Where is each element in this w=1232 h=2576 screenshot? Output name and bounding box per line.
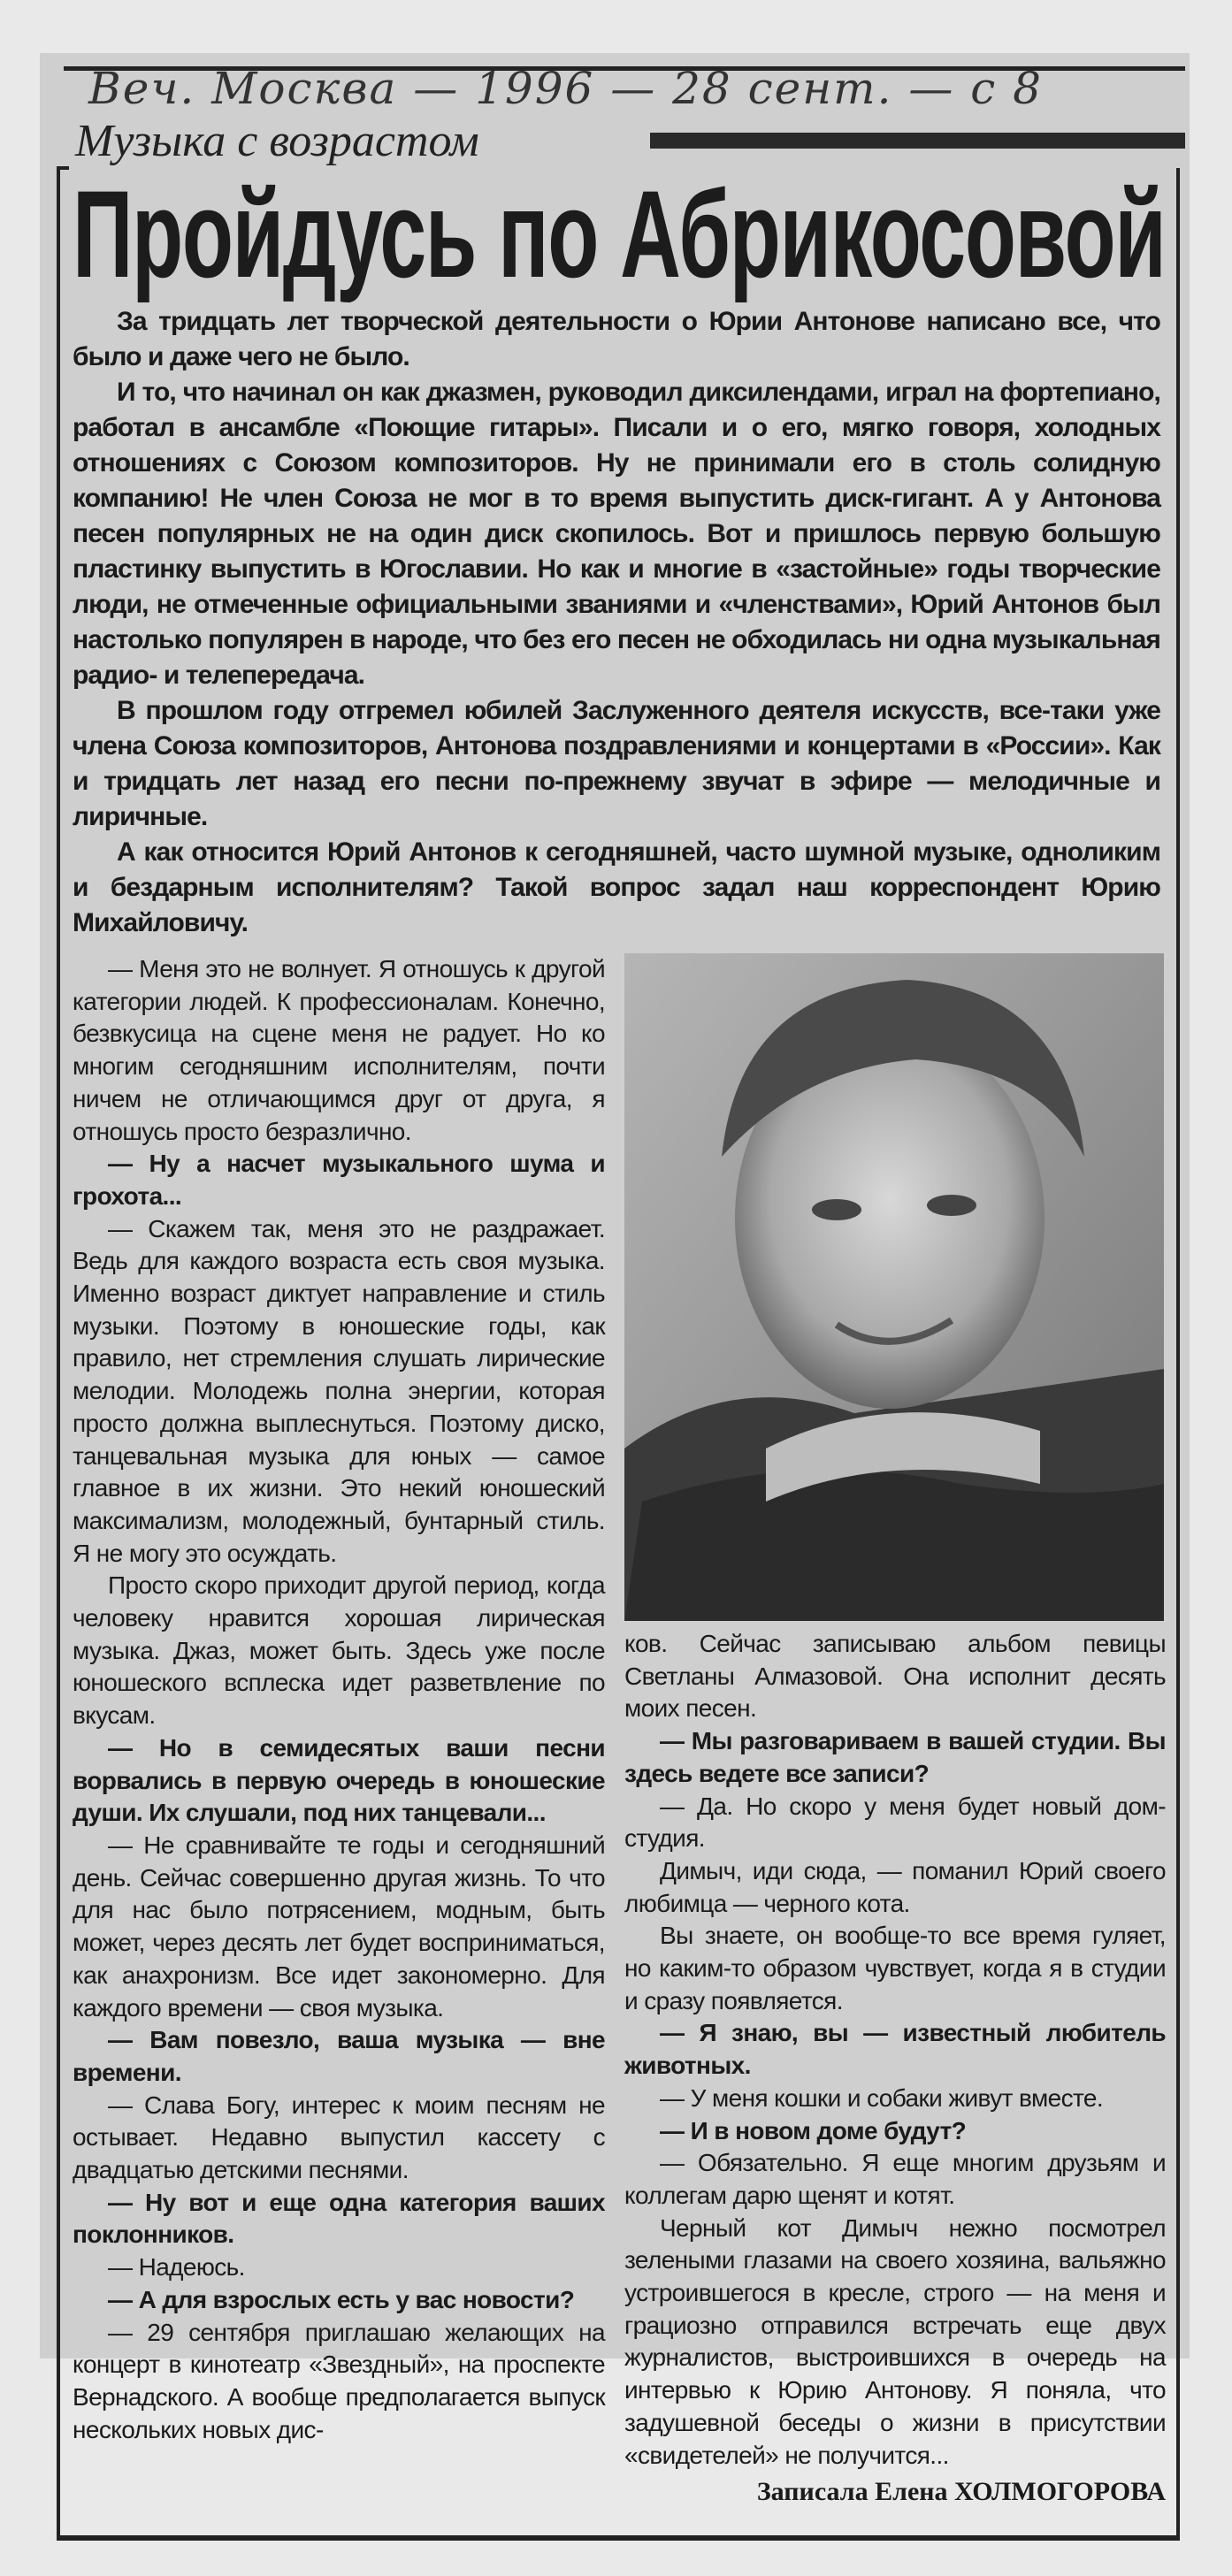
portrait-image bbox=[624, 953, 1164, 1621]
interview-paragraph: Вы знаете, он вообще-то все время гуляет, но каким-то образом чувствует, когда я в студии и сразу появляется. bbox=[624, 1922, 1166, 2014]
article-columns bbox=[73, 953, 1166, 2509]
interview-question: — Но в семидесятых ваши песни ворвались в первую очередь в юношеские души. Их слушали, под них танцевали... bbox=[73, 1733, 605, 1827]
lead-paragraph: В прошлом году отгремел юбилей Заслуженного деятеля искусств, все-таки уже члена Союза композиторов, Антонова поздравлениями и концертами в «России». Как и тридцать лет назад его песни по-прежнему звучат в эфире — мелодичные и лиричные. bbox=[73, 696, 1160, 831]
rubric: Музыка с возрастом bbox=[75, 116, 479, 166]
rubric-bar bbox=[650, 133, 1185, 149]
interview-paragraph: — Надеюсь. bbox=[108, 2253, 245, 2282]
interview-question: — И в новом доме будут? bbox=[660, 2116, 967, 2144]
lead-paragraph: А как относится Юрий Антонов к сегодняшней, часто шумной музыке, одноликим и бездарным исполнителям? Такой вопрос задал наш корреспондент Юрию Михайловичу. bbox=[73, 837, 1160, 937]
interview-paragraph: — У меня кошки и собаки живут вместе. bbox=[660, 2083, 1104, 2112]
interview-paragraph: ков. Сейчас записываю альбом певицы Светланы Алмазовой. Она исполнит десять моих песен. bbox=[624, 1630, 1166, 1723]
right-column bbox=[624, 1628, 1166, 2472]
interview-paragraph: — Да. Но скоро у меня будет новый дом-студия. bbox=[624, 1792, 1166, 1853]
interview-question: — Мы разговариваем в вашей студии. Вы здесь ведете все записи? bbox=[624, 1727, 1166, 1787]
lead bbox=[73, 304, 1160, 941]
interview-paragraph: Черный кот Димыч нежно посмотрел зелеными глазами на своего хозяина, вальяжно устроившегося в кресле, строго — на меня и грациозно отправился встречать еще двух журналистов, выстроившихся в очередь на интервью к Юрию Антонову. Я поняла, что задушевной беседы о жизни в присутствии «свидетелей» не получится... bbox=[624, 2213, 1166, 2469]
interview-question: — Ну вот и еще одна категория ваших поклонников. bbox=[73, 2188, 605, 2249]
interview-paragraph: — Не сравнивайте те годы и сегодняшний день. Сейчас совершенно другая жизнь. То что для нас было потрясением, модным, быть может, через десять лет будет восприниматься, как анахронизм. Все идет закономерно. Для каждого времени — своя музыка. bbox=[73, 1831, 605, 2022]
headline-row bbox=[73, 164, 1166, 303]
interview-paragraph: Просто скоро приходит другой период, когда человеку нравится хорошая лирическая музыка. Джаз, может быть. Здесь уже после юношеского всплеска идет разветвление по вкусам. bbox=[73, 1571, 605, 1730]
interview-paragraph: — 29 сентября приглашаю желающих на концерт в кинотеатр «Звездный», на проспекте Вернадского. А вообще предполагается выпуск нескольких новых дис- bbox=[73, 2318, 605, 2443]
interview-question: — А для взрослых есть у вас новости? bbox=[108, 2285, 575, 2313]
interview-question: — Ну а насчет музыкального шума и грохота... bbox=[73, 1150, 605, 1210]
interview-paragraph: Димыч, иди сюда, — поманил Юрий своего любимца — черного кота. bbox=[624, 1856, 1166, 1917]
interview-paragraph: — Обязательно. Я еще многим друзьям и коллегам дарю щенят и котят. bbox=[624, 2149, 1166, 2209]
interview-paragraph: — Скажем так, меня это не раздражает. Ведь для каждого возраста есть своя музыка. Именно возраст диктует направление и стиль музыки. Поэтому в юношеские годы, как правило, нет стремления слушать лирические мелодии. Молодежь полна энергии, которая просто должна выплеснуться. Поэтому диско, танцевальная музыка для юных — самое главное в их жизни. Это некий юношеский максимализм, молодежный, бунтарный стиль. Я не могу это осуждать. bbox=[73, 1214, 605, 1567]
lead-paragraph: И то, что начинал он как джазмен, руководил диксилендами, играл на фортепиано, работал в ансамбле «Поющие гитары». Писали и о его, мягко говоря, холодных отношениях с Союзом композиторов. Ну не принимали его в столь солидную компанию! Не член Союза не мог в то время выпустить диск-гигант. А у Антонова песен популярных не на один диск скопилось. Вот и пришлось первую большую пластинку выпустить в Югославии. Но как и многие в «застойные» годы творческие люди, не отмеченные официальными званиями и «членствами», Юрий Антонов был настолько популярен в народе, что без его песен не обходилась ни одна музыкальная радио- и телепередача. bbox=[73, 378, 1160, 690]
interview-question: — Я знаю, вы — известный любитель животных. bbox=[624, 2019, 1166, 2080]
headline: Пройдусь по Абрикосовой bbox=[73, 164, 1166, 303]
interview-question: — Вам повезло, ваша музыка — вне времени. bbox=[73, 2026, 605, 2086]
left-column bbox=[73, 953, 605, 2509]
article-frame bbox=[57, 164, 1180, 2541]
byline: Записала Елена ХОЛМОГОРОВА bbox=[756, 2477, 1166, 2507]
interview-paragraph: — Меня это не волнует. Я отношусь к другой категории людей. К профессионалам. Конечно, безвкусица на сцене меня не радует. Но ко многим сегодняшним исполнителям, почти ничем не отличающимся друг от друга, я отношусь просто безразлично. bbox=[73, 955, 605, 1145]
lead-paragraph: За тридцать лет творческой деятельности о Юрии Антонове написано все, что было и даже чего не было. bbox=[73, 307, 1160, 371]
right-area bbox=[624, 953, 1166, 2509]
interview-paragraph: — Слава Богу, интерес к моим песням не остывает. Недавно выпустил кассету с двадцатью детскими песнями. bbox=[73, 2091, 605, 2184]
handwritten-note: Веч. Москва — 1996 — 28 сент. — с 8 bbox=[88, 63, 1043, 114]
portrait-photo bbox=[624, 953, 1164, 1621]
